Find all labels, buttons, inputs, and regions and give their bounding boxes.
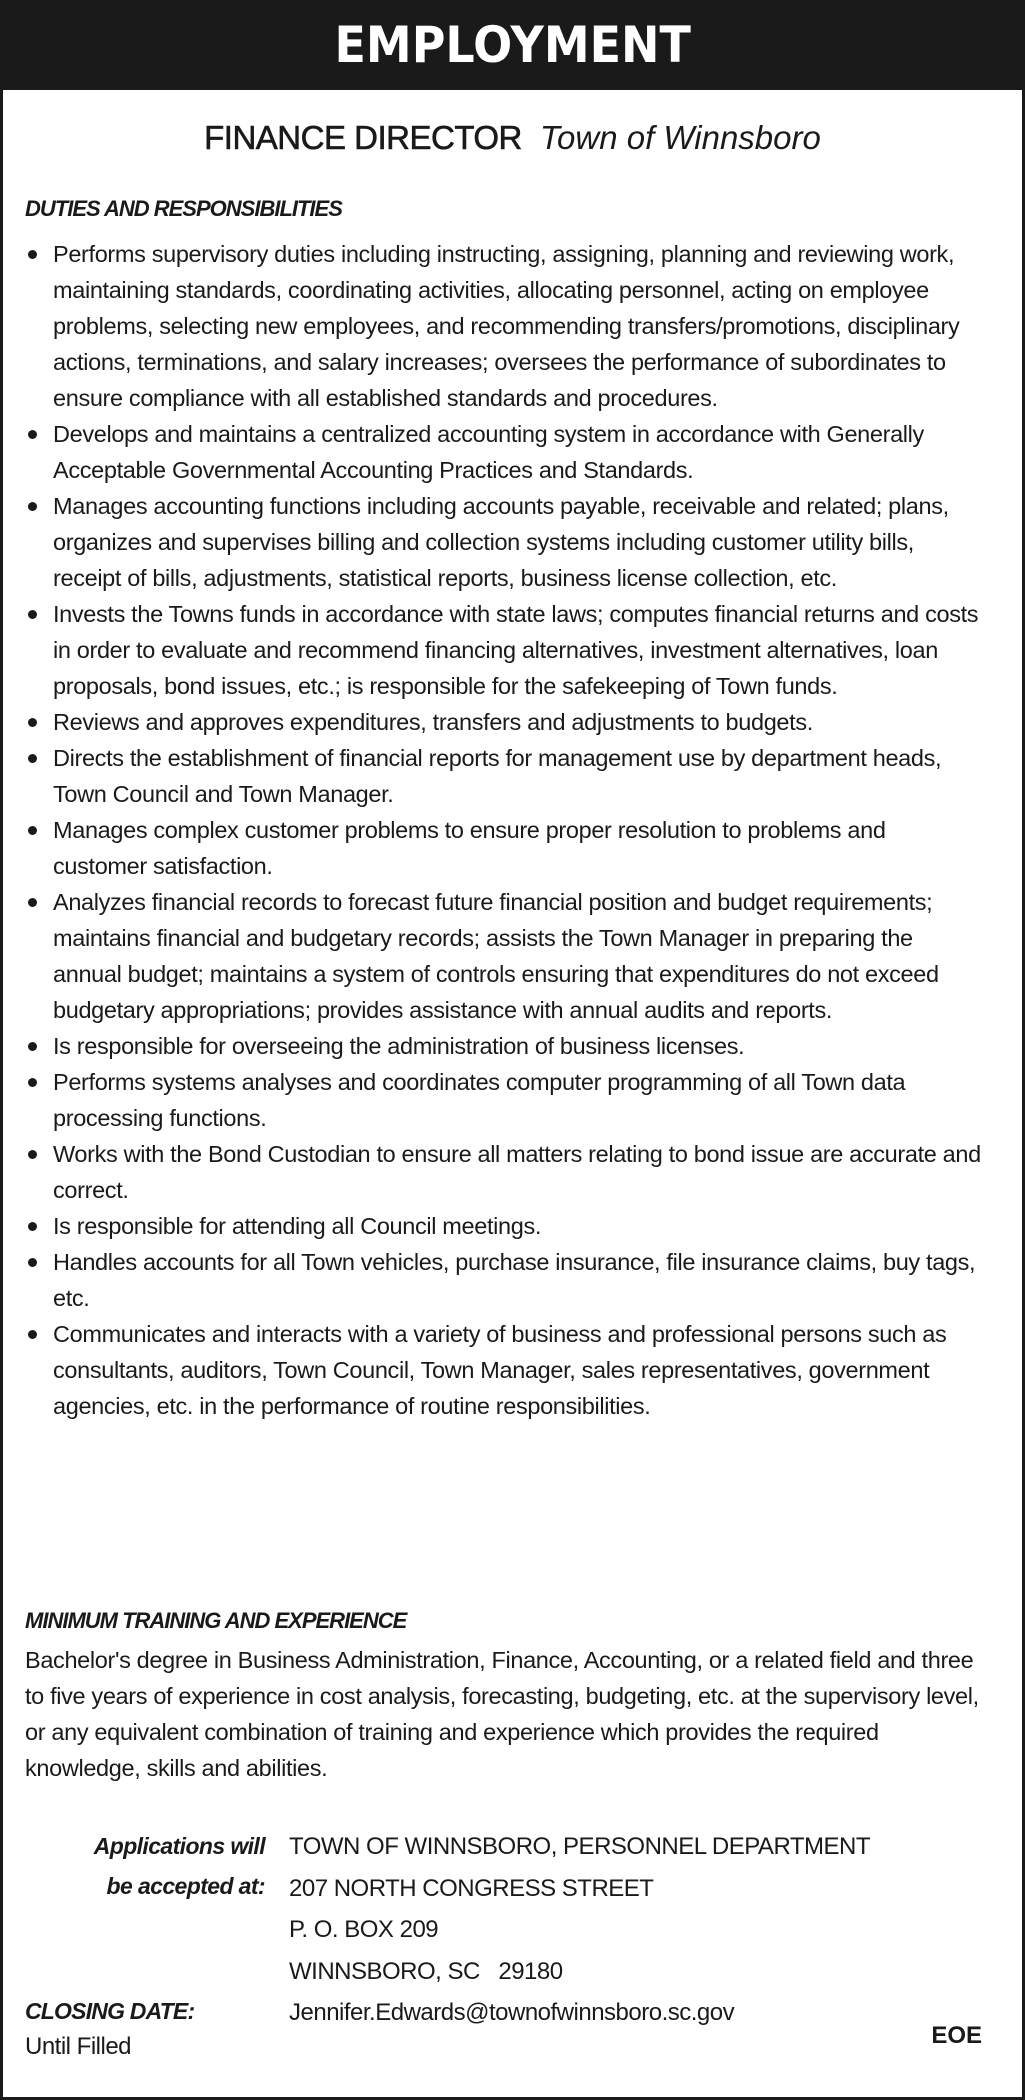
applications-label-line2: be accepted at: [106,1873,265,1899]
bullet-icon [28,1150,37,1159]
contact-email[interactable]: Jennifer.Edwards@townofwinnsboro.sc.gov [289,1999,735,2026]
duty-text: Reviews and approves expenditures, transfers and adjustments to budgets. [53,709,813,735]
duty-text: Manages complex customer problems to ensure proper resolution to problems and customer satisfaction. [53,817,886,879]
banner-title: EMPLOYMENT [334,16,691,74]
bullet-icon [28,1258,37,1267]
duty-item [25,1316,985,1424]
duty-text: Analyzes financial records to forecast future financial position and budget requirements; maintains financial and budgetary records; assists the Town Manager in preparing the annual budget; maintains a system of controls ensuring that expenditures do not exceed budgetary appropriations; provides assistance with annual audits and reports. [53,889,939,1023]
duty-text: Communicates and interacts with a variety of business and professional persons such as consultants, auditors, Town Council, Town Manager, sales representatives, government agencies, etc. in the performance of routine responsibilities. [53,1321,947,1419]
duty-item [25,488,985,596]
duty-text: Handles accounts for all Town vehicles, purchase insurance, file insurance claims, buy tags, etc. [53,1249,976,1311]
training-body: Bachelor's degree in Business Administration, Finance, Accounting, or a related field and three to five years of experience in cost analysis, forecasting, budgeting, etc. at the supervisory level, or any equivalent combination of training and experience which provides the required knowledge, skills and abilities. [25,1647,979,1781]
duty-text: Invests the Towns funds in accordance with state laws; computes financial returns and costs in order to evaluate and recommend financing alternatives, investment alternatives, loan proposals, bond issues, etc.; is responsible for the safekeeping of Town funds. [53,601,979,699]
duty-text: Performs systems analyses and coordinates computer programming of all Town data processing functions. [53,1069,906,1131]
job-title: FINANCE DIRECTOR [204,119,522,156]
bullet-icon [28,1330,37,1339]
applications-label-line1: Applications will [93,1833,265,1859]
eoe-label: EOE [931,2022,982,2049]
duty-text: Manages accounting functions including accounts payable, receivable and related; plans, organizes and supervises billing and collection systems including customer utility bills, receipt of bills, adjustments, statistical reports, business license collection, etc. [53,493,949,591]
duty-item [25,1064,985,1136]
bullet-icon [28,718,37,727]
duty-text: Is responsible for attending all Council meetings. [53,1213,542,1239]
duty-item [25,1028,985,1064]
bullet-icon [28,250,37,259]
mailing-address [289,1826,870,2034]
duty-item [25,704,985,740]
training-heading: MINIMUM TRAINING AND EXPERIENCE [25,1608,407,1633]
bullet-icon [28,1078,37,1087]
duties-list [25,236,985,1424]
duty-item [25,596,985,704]
employment-banner [0,0,1025,90]
bullet-icon [28,502,37,511]
duty-item [25,416,985,488]
duty-item [25,1244,985,1316]
address-line: WINNSBORO, SC 29180 [289,1957,563,1985]
duty-item [25,236,985,416]
bullet-icon [28,826,37,835]
bullet-icon [28,898,37,907]
duty-item [25,812,985,884]
duty-item [25,1208,985,1244]
address-line: P. O. BOX 209 [289,1916,439,1943]
duty-text: Directs the establishment of financial reports for management use by department heads, Town Council and Town Manager. [53,745,942,807]
bullet-icon [28,430,37,439]
bullet-icon [28,1222,37,1231]
closing-date-label: CLOSING DATE: [25,1998,195,2024]
address-line: TOWN OF WINNSBORO, PERSONNEL DEPARTMENT [289,1833,870,1860]
duty-item [25,884,985,1028]
closing-date-value: Until Filled [25,2033,132,2060]
duty-item [25,1136,985,1208]
duty-text: Is responsible for overseeing the administration of business licenses. [53,1033,745,1059]
address-line: 207 NORTH CONGRESS STREET [289,1874,654,1902]
duty-item [25,740,985,812]
duties-heading: DUTIES AND RESPONSIBILITIES [25,196,342,221]
duty-text: Performs supervisory duties including instructing, assigning, planning and reviewing work, maintaining standards, coordinating activities, allocating personnel, acting on employee problems, selecting new employees, and recommending transfers/promotions, disciplinary actions, terminations, and salary increases; oversees the performance of subordinates to ensure compliance with all established standards and procedures. [53,241,960,411]
bullet-icon [28,610,37,619]
bullet-icon [28,754,37,763]
duty-text: Works with the Bond Custodian to ensure all matters relating to bond issue are accurate and correct. [53,1141,981,1203]
duty-text: Develops and maintains a centralized accounting system in accordance with Generally Acceptable Governmental Accounting Practices and Standards. [53,421,924,483]
applications-label [25,1826,265,1906]
posting-title [3,118,1022,158]
organization-name: Town of Winnsboro [539,119,821,156]
bullet-icon [28,1042,37,1051]
